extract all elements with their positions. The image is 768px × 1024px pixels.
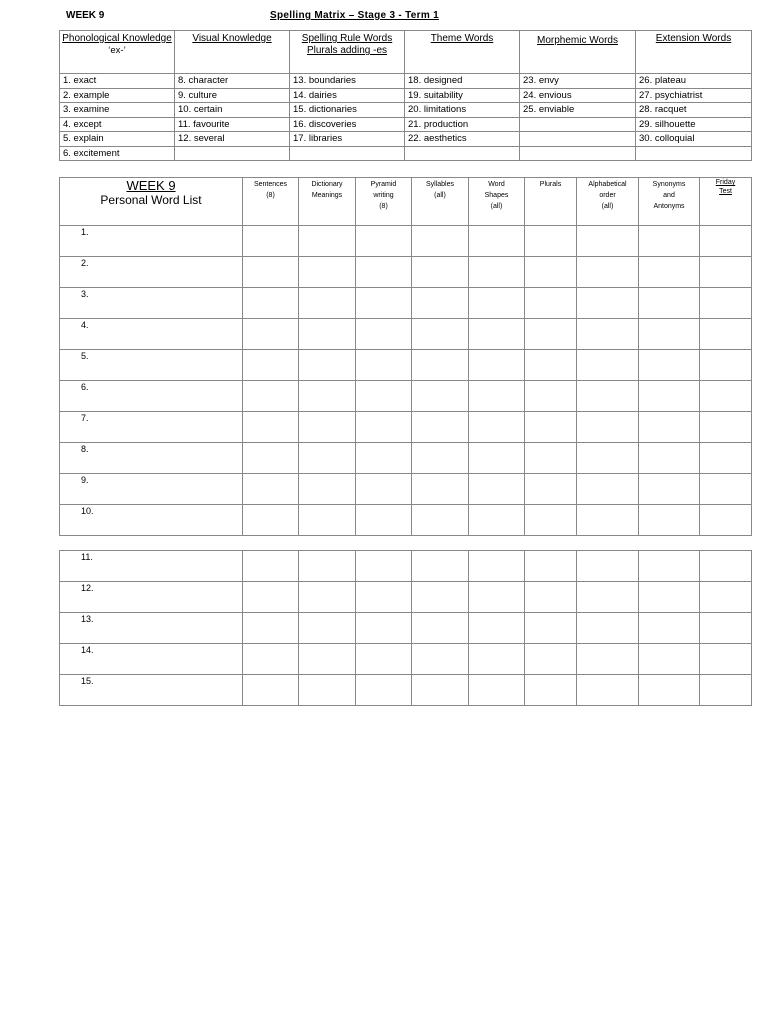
matrix-cell: 22. aesthetics [405, 132, 520, 147]
spelling-matrix-table [59, 30, 752, 161]
matrix-row [60, 117, 752, 132]
word-activity-cell[interactable] [639, 257, 700, 288]
matrix-cell: 23. envy [520, 74, 636, 89]
word-row [60, 443, 752, 474]
week-label: WEEK 9 [66, 10, 105, 21]
word-activity-cell[interactable] [412, 644, 469, 675]
matrix-cell [636, 146, 752, 161]
col-pyramid-writing: Pyramid writing (8) [356, 178, 412, 226]
word-activity-cell[interactable] [469, 644, 525, 675]
word-activity-cell[interactable] [700, 675, 752, 706]
word-row-number[interactable]: 2. [60, 257, 243, 288]
word-activity-cell[interactable] [243, 675, 299, 706]
matrix-cell: 3. examine [60, 103, 175, 118]
word-activity-cell[interactable] [243, 613, 299, 644]
matrix-cell: 5. explain [60, 132, 175, 147]
matrix-cell: 27. psychiatrist [636, 88, 752, 103]
word-row [60, 257, 752, 288]
matrix-cell: 19. suitability [405, 88, 520, 103]
matrix-col-theme: Theme Words [405, 31, 520, 74]
matrix-cell [520, 132, 636, 147]
matrix-cell: 2. example [60, 88, 175, 103]
word-activity-cell[interactable] [577, 644, 639, 675]
word-activity-cell[interactable] [577, 381, 639, 412]
matrix-row [60, 88, 752, 103]
word-activity-cell[interactable] [639, 613, 700, 644]
word-activity-cell[interactable] [577, 613, 639, 644]
personal-header-row [60, 178, 752, 226]
word-activity-cell[interactable] [412, 319, 469, 350]
word-activity-cell[interactable] [299, 613, 356, 644]
word-activity-cell[interactable] [299, 675, 356, 706]
matrix-col-morphemic: Morphemic Words [520, 31, 636, 74]
word-activity-cell[interactable] [356, 257, 412, 288]
matrix-cell: 8. character [175, 74, 290, 89]
word-row-number[interactable]: 13. [60, 613, 243, 644]
word-activity-cell[interactable] [412, 381, 469, 412]
word-activity-cell[interactable] [700, 350, 752, 381]
word-row [60, 381, 752, 412]
word-row [60, 288, 752, 319]
matrix-cell: 18. designed [405, 74, 520, 89]
word-activity-cell[interactable] [299, 443, 356, 474]
word-activity-cell[interactable] [412, 288, 469, 319]
col-alphabetical-order: Alphabetical order (all) [577, 178, 639, 226]
matrix-cell: 25. enviable [520, 103, 636, 118]
word-activity-cell[interactable] [299, 412, 356, 443]
word-activity-cell[interactable] [243, 474, 299, 505]
word-activity-cell[interactable] [412, 505, 469, 536]
word-activity-cell[interactable] [469, 288, 525, 319]
personal-word-list-table [59, 177, 752, 536]
matrix-col-phonological: Phonological Knowledge ‘ex-’ [60, 31, 175, 74]
word-activity-cell[interactable] [469, 412, 525, 443]
matrix-cell [405, 146, 520, 161]
word-activity-cell[interactable] [639, 675, 700, 706]
word-activity-cell[interactable] [525, 257, 577, 288]
word-activity-cell[interactable] [700, 443, 752, 474]
word-activity-cell[interactable] [356, 412, 412, 443]
col-dictionary-meanings: Dictionary Meanings [299, 178, 356, 226]
word-activity-cell[interactable] [243, 350, 299, 381]
matrix-cell: 13. boundaries [290, 74, 405, 89]
word-activity-cell[interactable] [243, 288, 299, 319]
word-activity-cell[interactable] [700, 257, 752, 288]
matrix-cell: 28. racquet [636, 103, 752, 118]
word-activity-cell[interactable] [525, 582, 577, 613]
col-syllables: Syllables (all) [412, 178, 469, 226]
personal-word-rows [60, 226, 752, 536]
matrix-cell: 16. discoveries [290, 117, 405, 132]
matrix-row [60, 146, 752, 161]
word-activity-cell[interactable] [356, 551, 412, 582]
word-activity-cell[interactable] [412, 551, 469, 582]
word-activity-cell[interactable] [639, 288, 700, 319]
word-row-number[interactable]: 9. [60, 474, 243, 505]
word-activity-cell[interactable] [412, 675, 469, 706]
word-activity-cell[interactable] [412, 257, 469, 288]
word-activity-cell[interactable] [577, 443, 639, 474]
word-activity-cell[interactable] [700, 288, 752, 319]
word-activity-cell[interactable] [412, 613, 469, 644]
word-activity-cell[interactable] [356, 505, 412, 536]
word-activity-cell[interactable] [243, 381, 299, 412]
word-activity-cell[interactable] [356, 644, 412, 675]
word-activity-cell[interactable] [243, 505, 299, 536]
word-activity-cell[interactable] [299, 257, 356, 288]
word-activity-cell[interactable] [700, 474, 752, 505]
word-row-number[interactable]: 3. [60, 288, 243, 319]
word-row-number[interactable]: 12. [60, 582, 243, 613]
word-activity-cell[interactable] [412, 226, 469, 257]
word-activity-cell[interactable] [299, 474, 356, 505]
word-activity-cell[interactable] [525, 319, 577, 350]
word-activity-cell[interactable] [525, 443, 577, 474]
word-row [60, 319, 752, 350]
matrix-cell: 21. production [405, 117, 520, 132]
col-sentences: Sentences (8) [243, 178, 299, 226]
word-activity-cell[interactable] [525, 675, 577, 706]
word-activity-cell[interactable] [577, 582, 639, 613]
matrix-cell: 17. libraries [290, 132, 405, 147]
matrix-header-row [60, 31, 752, 74]
word-activity-cell[interactable] [469, 319, 525, 350]
matrix-cell: 4. except [60, 117, 175, 132]
word-activity-cell[interactable] [469, 381, 525, 412]
personal-week-label: WEEK 9 [126, 178, 176, 193]
continuation-word-rows [60, 551, 752, 706]
matrix-cell: 15. dictionaries [290, 103, 405, 118]
word-activity-cell[interactable] [525, 350, 577, 381]
word-activity-cell[interactable] [639, 412, 700, 443]
word-activity-cell[interactable] [299, 551, 356, 582]
word-activity-cell[interactable] [299, 505, 356, 536]
matrix-cell: 1. exact [60, 74, 175, 89]
word-activity-cell[interactable] [243, 412, 299, 443]
word-activity-cell[interactable] [700, 226, 752, 257]
word-row [60, 644, 752, 675]
word-activity-cell[interactable] [639, 551, 700, 582]
matrix-row [60, 103, 752, 118]
personal-word-list-continuation [59, 550, 752, 706]
word-activity-cell[interactable] [469, 613, 525, 644]
matrix-cell: 14. dairies [290, 88, 405, 103]
word-activity-cell[interactable] [700, 319, 752, 350]
personal-list-heading [60, 178, 243, 226]
word-activity-cell[interactable] [412, 412, 469, 443]
word-activity-cell[interactable] [299, 319, 356, 350]
matrix-cell [520, 146, 636, 161]
matrix-cell: 9. culture [175, 88, 290, 103]
word-activity-cell[interactable] [525, 474, 577, 505]
word-activity-cell[interactable] [412, 443, 469, 474]
matrix-cell: 29. silhouette [636, 117, 752, 132]
word-activity-cell[interactable] [299, 381, 356, 412]
word-activity-cell[interactable] [577, 288, 639, 319]
col-synonyms-antonyms: Synonyms and Antonyms [639, 178, 700, 226]
word-row-number[interactable]: 15. [60, 675, 243, 706]
word-row [60, 412, 752, 443]
word-row [60, 675, 752, 706]
word-row-number[interactable]: 7. [60, 412, 243, 443]
word-activity-cell[interactable] [243, 257, 299, 288]
matrix-cell: 30. colloquial [636, 132, 752, 147]
word-activity-cell[interactable] [469, 551, 525, 582]
word-activity-cell[interactable] [700, 412, 752, 443]
matrix-cell: 26. plateau [636, 74, 752, 89]
word-activity-cell[interactable] [639, 443, 700, 474]
matrix-row [60, 132, 752, 147]
word-activity-cell[interactable] [639, 319, 700, 350]
word-row-number[interactable]: 10. [60, 505, 243, 536]
word-activity-cell[interactable] [356, 613, 412, 644]
col-word-shapes: Word Shapes (all) [469, 178, 525, 226]
word-row [60, 226, 752, 257]
word-activity-cell[interactable] [299, 350, 356, 381]
word-row [60, 613, 752, 644]
word-activity-cell[interactable] [525, 551, 577, 582]
page-title: Spelling Matrix – Stage 3 - Term 1 [270, 10, 439, 21]
word-activity-cell[interactable] [577, 226, 639, 257]
word-activity-cell[interactable] [356, 443, 412, 474]
matrix-cell: 24. envious [520, 88, 636, 103]
word-activity-cell[interactable] [525, 613, 577, 644]
word-activity-cell[interactable] [525, 381, 577, 412]
word-row-number[interactable]: 4. [60, 319, 243, 350]
word-activity-cell[interactable] [577, 319, 639, 350]
matrix-cell: 10. certain [175, 103, 290, 118]
word-activity-cell[interactable] [525, 288, 577, 319]
col-plurals: Plurals [525, 178, 577, 226]
word-activity-cell[interactable] [356, 675, 412, 706]
word-activity-cell[interactable] [412, 350, 469, 381]
word-activity-cell[interactable] [577, 412, 639, 443]
word-activity-cell[interactable] [356, 381, 412, 412]
word-activity-cell[interactable] [700, 613, 752, 644]
word-activity-cell[interactable] [700, 644, 752, 675]
matrix-cell [175, 146, 290, 161]
word-activity-cell[interactable] [469, 505, 525, 536]
word-activity-cell[interactable] [577, 474, 639, 505]
word-activity-cell[interactable] [525, 505, 577, 536]
word-activity-cell[interactable] [356, 226, 412, 257]
word-activity-cell[interactable] [525, 644, 577, 675]
word-row-number[interactable]: 1. [60, 226, 243, 257]
word-activity-cell[interactable] [243, 443, 299, 474]
word-activity-cell[interactable] [243, 226, 299, 257]
word-activity-cell[interactable] [243, 551, 299, 582]
matrix-cell [290, 146, 405, 161]
word-activity-cell[interactable] [356, 582, 412, 613]
word-activity-cell[interactable] [356, 319, 412, 350]
word-row-number[interactable]: 11. [60, 551, 243, 582]
word-row-number[interactable]: 8. [60, 443, 243, 474]
word-activity-cell[interactable] [577, 675, 639, 706]
matrix-col-extension: Extension Words [636, 31, 752, 74]
matrix-cell: 12. several [175, 132, 290, 147]
word-activity-cell[interactable] [639, 226, 700, 257]
word-activity-cell[interactable] [525, 412, 577, 443]
word-activity-cell[interactable] [243, 644, 299, 675]
word-activity-cell[interactable] [469, 226, 525, 257]
word-row-number[interactable]: 14. [60, 644, 243, 675]
word-row [60, 551, 752, 582]
page-header [0, 0, 768, 26]
word-activity-cell[interactable] [469, 257, 525, 288]
word-activity-cell[interactable] [299, 582, 356, 613]
word-activity-cell[interactable] [577, 505, 639, 536]
word-activity-cell[interactable] [639, 505, 700, 536]
word-activity-cell[interactable] [639, 644, 700, 675]
word-activity-cell[interactable] [469, 675, 525, 706]
word-activity-cell[interactable] [525, 226, 577, 257]
word-activity-cell[interactable] [299, 288, 356, 319]
word-activity-cell[interactable] [639, 381, 700, 412]
word-row [60, 474, 752, 505]
word-row-number[interactable]: 6. [60, 381, 243, 412]
word-activity-cell[interactable] [299, 226, 356, 257]
personal-list-label: Personal Word List [100, 193, 202, 207]
matrix-cell: 6. excitement [60, 146, 175, 161]
word-activity-cell[interactable] [577, 257, 639, 288]
matrix-col-visual: Visual Knowledge [175, 31, 290, 74]
word-row [60, 582, 752, 613]
word-activity-cell[interactable] [243, 319, 299, 350]
word-activity-cell[interactable] [469, 582, 525, 613]
word-row-number[interactable]: 5. [60, 350, 243, 381]
word-activity-cell[interactable] [639, 582, 700, 613]
matrix-row [60, 74, 752, 89]
word-row [60, 350, 752, 381]
word-activity-cell[interactable] [356, 350, 412, 381]
word-activity-cell[interactable] [299, 644, 356, 675]
word-activity-cell[interactable] [243, 582, 299, 613]
word-activity-cell[interactable] [412, 582, 469, 613]
word-activity-cell[interactable] [639, 474, 700, 505]
word-activity-cell[interactable] [469, 443, 525, 474]
matrix-col-spelling-rule: Spelling Rule Words Plurals adding -es [290, 31, 405, 74]
matrix-cell [520, 117, 636, 132]
word-activity-cell[interactable] [469, 350, 525, 381]
word-activity-cell[interactable] [356, 474, 412, 505]
word-activity-cell[interactable] [700, 582, 752, 613]
word-activity-cell[interactable] [469, 474, 525, 505]
word-activity-cell[interactable] [700, 551, 752, 582]
word-row [60, 505, 752, 536]
word-activity-cell[interactable] [356, 288, 412, 319]
matrix-cell: 20. limitations [405, 103, 520, 118]
word-activity-cell[interactable] [577, 551, 639, 582]
word-activity-cell[interactable] [639, 350, 700, 381]
matrix-cell: 11. favourite [175, 117, 290, 132]
word-activity-cell[interactable] [700, 505, 752, 536]
word-activity-cell[interactable] [577, 350, 639, 381]
word-activity-cell[interactable] [700, 381, 752, 412]
word-activity-cell[interactable] [412, 474, 469, 505]
col-friday-test: Friday Test [700, 178, 752, 226]
